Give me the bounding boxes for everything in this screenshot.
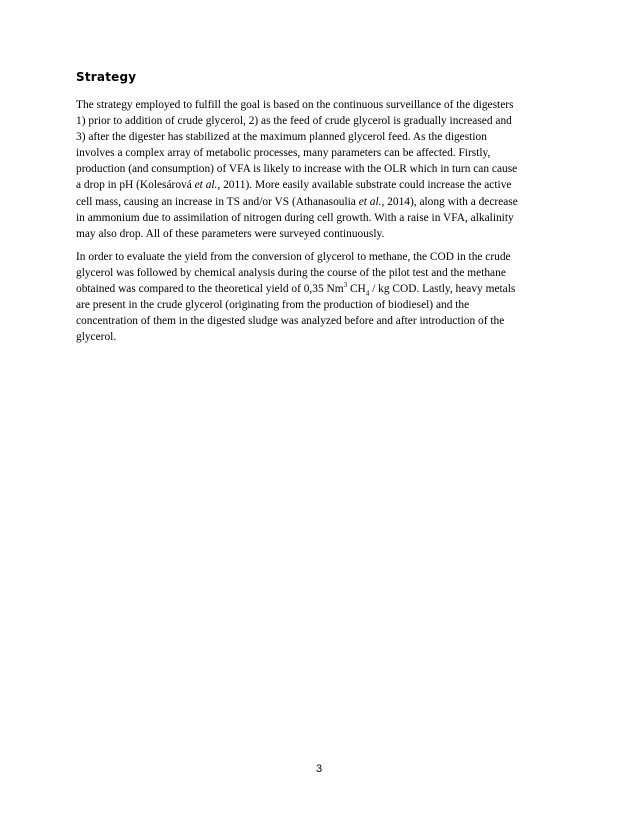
subscript: 4 (365, 289, 370, 298)
text-line: involves a complex array of metabolic processes, many parameters can be affected. Firstly, (76, 147, 491, 160)
page-number: 3 (315, 763, 323, 775)
text-line: glycerol. (76, 331, 117, 344)
citation-italic: et al., (358, 195, 385, 208)
text-segment: 2014), along with a decrease (384, 195, 518, 208)
text-line: concentration of them in the digested sludge was analyzed before and after introduction of the (76, 315, 505, 328)
text-segment: a drop in pH (Kolesárová (76, 179, 195, 192)
section-heading: Strategy (76, 70, 137, 84)
text-line (76, 281, 566, 297)
text-segment: cell mass, causing an increase in TS and/or VS (Athanasoulia (76, 195, 359, 208)
text-line: production (and consumption) of VFA is likely to increase with the OLR which in turn can cause (76, 163, 518, 176)
text-line: may also drop. All of these parameters were surveyed continuously. (76, 227, 385, 240)
text-line: 3) after the digester has stabilized at the maximum planned glycerol feed. As the digestion (76, 131, 487, 144)
superscript: 3 (343, 281, 348, 290)
text-line: In order to evaluate the yield from the conversion of glycerol to methane, the COD in the crude (76, 251, 511, 263)
citation-italic: et al. (194, 179, 218, 192)
text-segment: , 2011). More easily available substrate could increase the active (217, 179, 512, 192)
text-line: 1) prior to addition of crude glycerol, 2) as the feed of crude glycerol is gradually increased and (76, 115, 512, 128)
text-line: The strategy employed to fulfill the goal is based on the continuous surveillance of the digesters (76, 99, 514, 111)
text-line (76, 177, 566, 193)
paragraph-strategy (76, 97, 566, 242)
paragraph-yield (76, 249, 566, 346)
text-line: in ammonium due to assimilation of nitrogen during cell growth. With a raise in VFA, alkalinity (76, 211, 514, 224)
text-segment: obtained was compared to the theoretical yield of 0,35 Nm (76, 283, 344, 296)
text-segment: / kg COD. Lastly, heavy metals (369, 283, 516, 296)
text-line (76, 194, 566, 210)
text-segment: CH (347, 283, 366, 296)
text-line: are present in the crude glycerol (originating from the production of biodiesel) and the (76, 299, 470, 312)
text-line: glycerol was followed by chemical analysis during the course of the pilot test and the methane (76, 267, 506, 280)
